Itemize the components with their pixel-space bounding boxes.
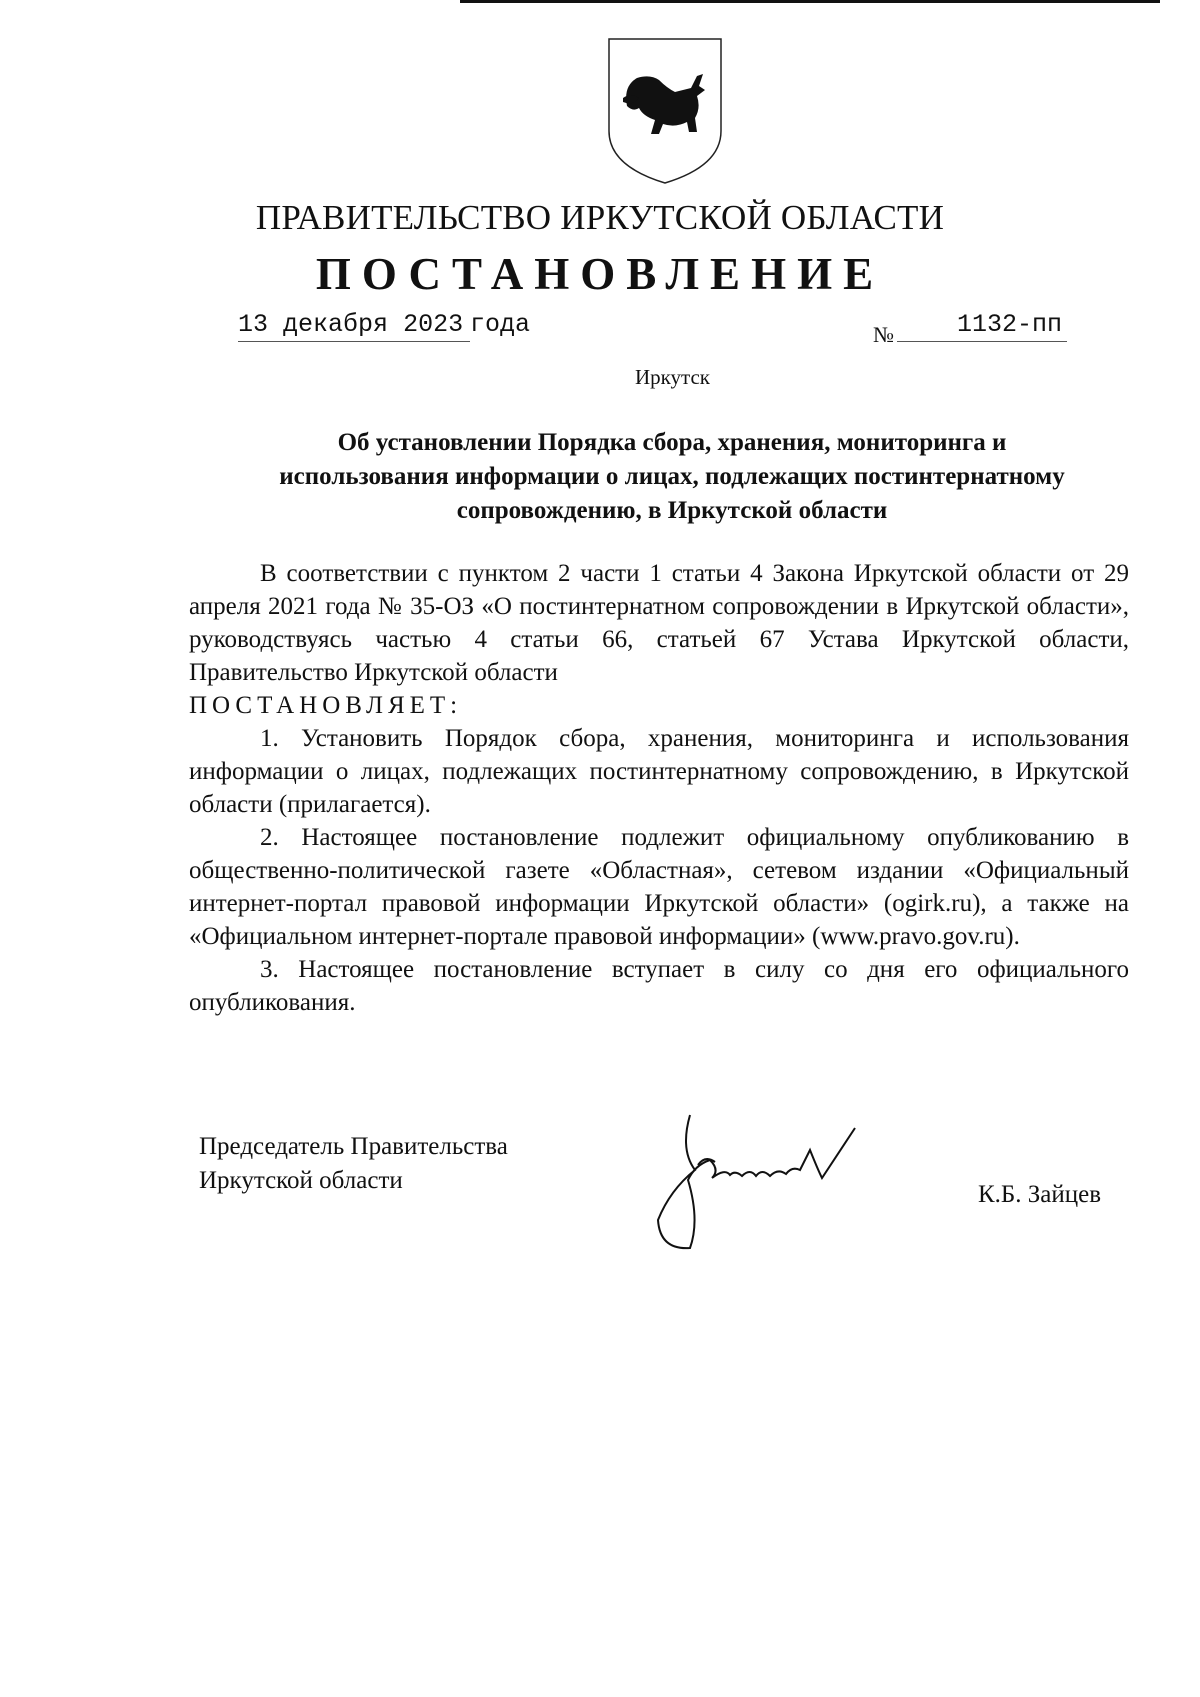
title-line: сопровождению, в Иркутской области	[456, 497, 888, 524]
city: Иркутск	[634, 365, 711, 389]
preamble-paragraph: В соответствии с пунктом 2 части 1 статьи 4 Закона Иркутской области от 29 апреля 2021 года № 35-ОЗ «О постинтернатном сопровождении в Иркутской области», руководствуясь частью 4 статьи 66, статьей 67 Устава Иркутской области, Правительство Иркутской области	[189, 560, 1129, 686]
number-sign: №	[873, 322, 894, 347]
signer-position-line: Председатель Правительства	[199, 1133, 508, 1160]
title-line: Об установлении Порядка сбора, хранения, мониторинга и	[337, 429, 1007, 456]
document-type: ПОСТАНОВЛЕНИЕ	[315, 249, 885, 299]
item-3: 3. Настоящее постановление вступает в силу со дня его официального опубликования.	[189, 956, 1129, 1016]
document-number: 1132-пп	[897, 310, 1067, 342]
document-title	[190, 426, 1154, 528]
date-suffix: года	[470, 310, 531, 339]
item-2: 2. Настоящее постановление подлежит официальному опубликованию в общественно-политической газете «Областная», сетевом издании «Официальный интернет-портал правовой информации Иркутской области» (ogirk.ru), а также на «Официальном интернет-портале правовой информации» (www.pravo.gov.ru).	[189, 824, 1129, 950]
date-month: декабря	[283, 310, 389, 339]
signer-name: К.Б. Зайцев	[978, 1181, 1102, 1208]
handwritten-signature-icon	[650, 1110, 900, 1260]
government-name: ПРАВИТЕЛЬСТВО ИРКУТСКОЙ ОБЛАСТИ	[255, 198, 945, 237]
signer-position	[199, 1130, 508, 1198]
document-date	[238, 310, 531, 342]
top-border-line	[460, 0, 1160, 3]
item-1: 1. Установить Порядок сбора, хранения, мониторинга и использования информации о лицах, подлежащих постинтернатному сопровождению, в Иркутской области (прилагается).	[189, 725, 1129, 818]
signer-position-line: Иркутской области	[199, 1167, 403, 1194]
date-year: 2023	[403, 310, 464, 339]
date-day: 13	[238, 310, 269, 339]
title-line: использования информации о лицах, подлежащих постинтернатному	[279, 463, 1065, 490]
irkutsk-coat-of-arms-icon	[605, 36, 725, 186]
document-body	[189, 557, 1129, 1019]
decree-heading: ПОСТАНОВЛЯЕТ:	[189, 692, 463, 719]
